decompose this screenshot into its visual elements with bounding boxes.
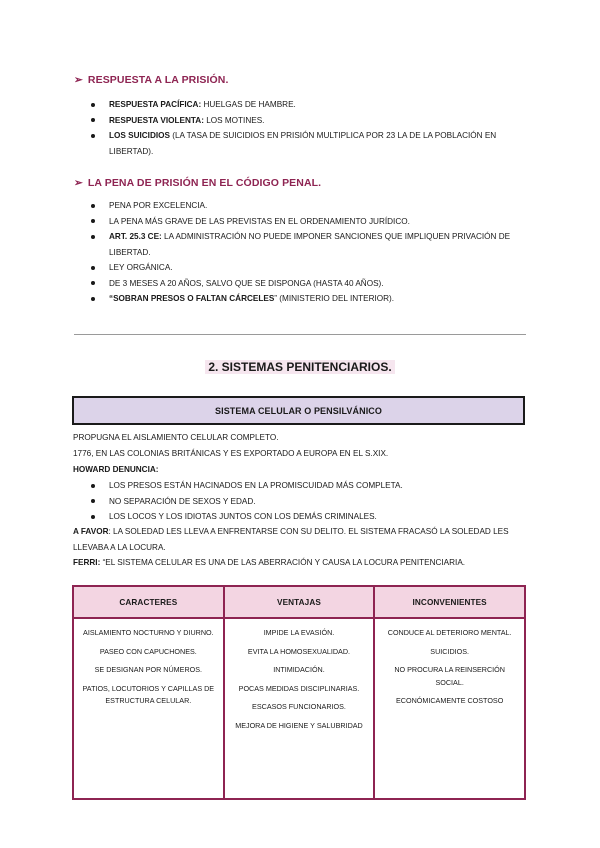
cell-item: IMPIDE LA EVASIÓN. xyxy=(263,628,335,637)
cell-item: CONDUCE AL DETERIORO MENTAL. xyxy=(387,628,512,637)
item-text: PENA POR EXCELENCIA. xyxy=(109,201,208,210)
paragraph-a-favor xyxy=(73,524,523,555)
bullet-icon xyxy=(91,499,95,503)
howard-label-text: HOWARD DENUNCIA: xyxy=(73,465,159,474)
paragraph-propugna: PROPUGNA EL AISLAMIENTO CELULAR COMPLETO. xyxy=(73,433,279,442)
favor-text: : LA SOLEDAD LES LLEVA A ENFRENTARSE CON SU DELITO. EL SISTEMA FRACASÓ LA SOLEDAD LES LLEVABA A LA LOCURA. xyxy=(73,527,509,552)
pena-list xyxy=(91,198,511,307)
list-item xyxy=(91,260,511,276)
list-item xyxy=(91,509,521,525)
item-bold: ART. 25.3 CE: xyxy=(109,232,162,241)
cell-item: PASEO CON CAPUCHONES. xyxy=(99,646,197,656)
list-item xyxy=(91,229,511,260)
item-text: ” (MINISTERIO DEL INTERIOR). xyxy=(274,294,395,303)
list-item xyxy=(91,113,531,129)
bullet-icon xyxy=(91,219,95,223)
cell-item: NO PROCURA LA REINSERCIÓN SOCIAL. xyxy=(394,665,505,687)
cell-item: INTIMIDACIÓN. xyxy=(273,665,325,674)
section-title: RESPUESTA A LA PRISIÓN. xyxy=(87,74,229,86)
table-row xyxy=(73,618,525,799)
section-title: LA PENA DE PRISIÓN EN EL CÓDIGO PENAL. xyxy=(87,177,322,189)
bullet-icon xyxy=(91,484,95,488)
header-caracteres: CARACTERES xyxy=(73,586,224,618)
list-item xyxy=(91,276,511,292)
caracteres-cell xyxy=(73,618,224,799)
cell-item: MEJORA DE HIGIENE Y SALUBRIDAD xyxy=(235,720,363,730)
header-inconvenientes: INCONVENIENTES xyxy=(374,586,525,618)
item-text: NO SEPARACIÓN DE SEXOS Y EDAD. xyxy=(109,496,256,506)
horizontal-divider xyxy=(74,334,526,335)
header-ventajas: VENTAJAS xyxy=(224,586,375,618)
paragraph-1776: 1776, EN LAS COLONIAS BRITÁNICAS Y ES EXPORTADO A EUROPA EN EL S.XIX. xyxy=(73,449,389,458)
section-heading-pena xyxy=(74,177,321,189)
list-item xyxy=(91,494,521,510)
cell-item: ECONÓMICAMENTE COSTOSO xyxy=(396,696,504,705)
table-header-row xyxy=(73,586,525,618)
list-item xyxy=(91,214,511,230)
arrow-bullet-icon: ➢ xyxy=(74,177,83,189)
heading-text: 2. SISTEMAS PENITENCIARIOS. xyxy=(205,360,394,374)
list-item xyxy=(91,291,511,307)
item-text: LOS LOCOS Y LOS IDIOTAS JUNTOS CON LOS DEMÁS CRIMINALES. xyxy=(109,512,377,521)
respuesta-list xyxy=(91,97,531,159)
arrow-bullet-icon: ➢ xyxy=(74,74,83,86)
howard-label xyxy=(73,462,533,478)
bullet-icon xyxy=(91,204,95,208)
item-text: LA ADMINISTRACIÓN NO PUEDE IMPONER SANCIONES QUE IMPLIQUEN PRIVACIÓN DE LIBERTAD. xyxy=(109,232,511,257)
cell-item: SUICIDIOS. xyxy=(430,646,470,656)
bullet-icon xyxy=(91,281,95,285)
section-heading-sistemas xyxy=(0,360,600,374)
item-text: (LA TASA DE SUICIDIOS EN PRISIÓN MULTIPLICA POR 23 LA DE LA POBLACIÓN EN LIBERTAD). xyxy=(109,131,497,156)
inconvenientes-cell xyxy=(374,618,525,799)
cell-item: ESCASOS FUNCIONARIOS. xyxy=(252,702,346,711)
bullet-icon xyxy=(91,134,95,138)
list-item xyxy=(91,198,511,214)
ferri-text: “EL SISTEMA CELULAR ES UNA DE LAS ABERRACIÓN Y CAUSA LA LOCURA PENITENCIARIA. xyxy=(100,558,466,567)
cell-item: POCAS MEDIDAS DISCIPLINARIAS. xyxy=(238,683,360,693)
item-text: LOS PRESOS ESTÁN HACINADOS EN LA PROMISCUIDAD MÁS COMPLETA. xyxy=(109,481,403,490)
bullet-icon xyxy=(91,297,95,301)
bullet-icon xyxy=(91,235,95,239)
ventajas-cell xyxy=(224,618,375,799)
bullet-icon xyxy=(91,118,95,122)
favor-label: A FAVOR xyxy=(73,527,109,536)
system-title-box xyxy=(72,396,525,425)
cell-item: AISLAMIENTO NOCTURNO Y DIURNO. xyxy=(83,628,214,637)
item-text: LA PENA MÁS GRAVE DE LAS PREVISTAS EN EL ORDENAMIENTO JURÍDICO. xyxy=(109,216,410,226)
box-title-text: SISTEMA CELULAR O PENSILVÁNICO xyxy=(214,405,382,416)
howard-list xyxy=(91,478,521,525)
list-item xyxy=(91,97,531,113)
item-bold: LOS SUICIDIOS xyxy=(109,131,170,140)
list-item xyxy=(91,478,521,494)
list-item xyxy=(91,128,531,159)
item-bold: RESPUESTA PACÍFICA: xyxy=(109,100,202,109)
item-bold: RESPUESTA VIOLENTA: xyxy=(109,115,204,125)
comparison-table xyxy=(72,585,526,800)
ferri-label: FERRI: xyxy=(73,558,101,567)
cell-item: PATIOS, LOCUTORIOS Y CAPILLAS DE ESTRUCTURA CELULAR. xyxy=(82,683,215,705)
cell-item: SE DESIGNAN POR NÚMEROS. xyxy=(94,665,203,674)
item-text: LOS MOTINES. xyxy=(203,115,265,125)
item-text: DE 3 MESES A 20 AÑOS, SALVO QUE SE DISPONGA (HASTA 40 AÑOS). xyxy=(109,278,384,288)
item-bold: “SOBRAN PRESOS O FALTAN CÁRCELES xyxy=(109,294,275,303)
section-heading-respuesta xyxy=(74,74,228,86)
bullet-icon xyxy=(91,266,95,270)
bullet-icon xyxy=(91,103,95,107)
item-text: LEY ORGÁNICA. xyxy=(109,263,173,272)
cell-item: EVITA LA HOMOSEXUALIDAD. xyxy=(247,646,351,656)
bullet-icon xyxy=(91,515,95,519)
item-text: HUELGAS DE HAMBRE. xyxy=(201,100,296,109)
paragraph-ferri xyxy=(73,555,533,571)
